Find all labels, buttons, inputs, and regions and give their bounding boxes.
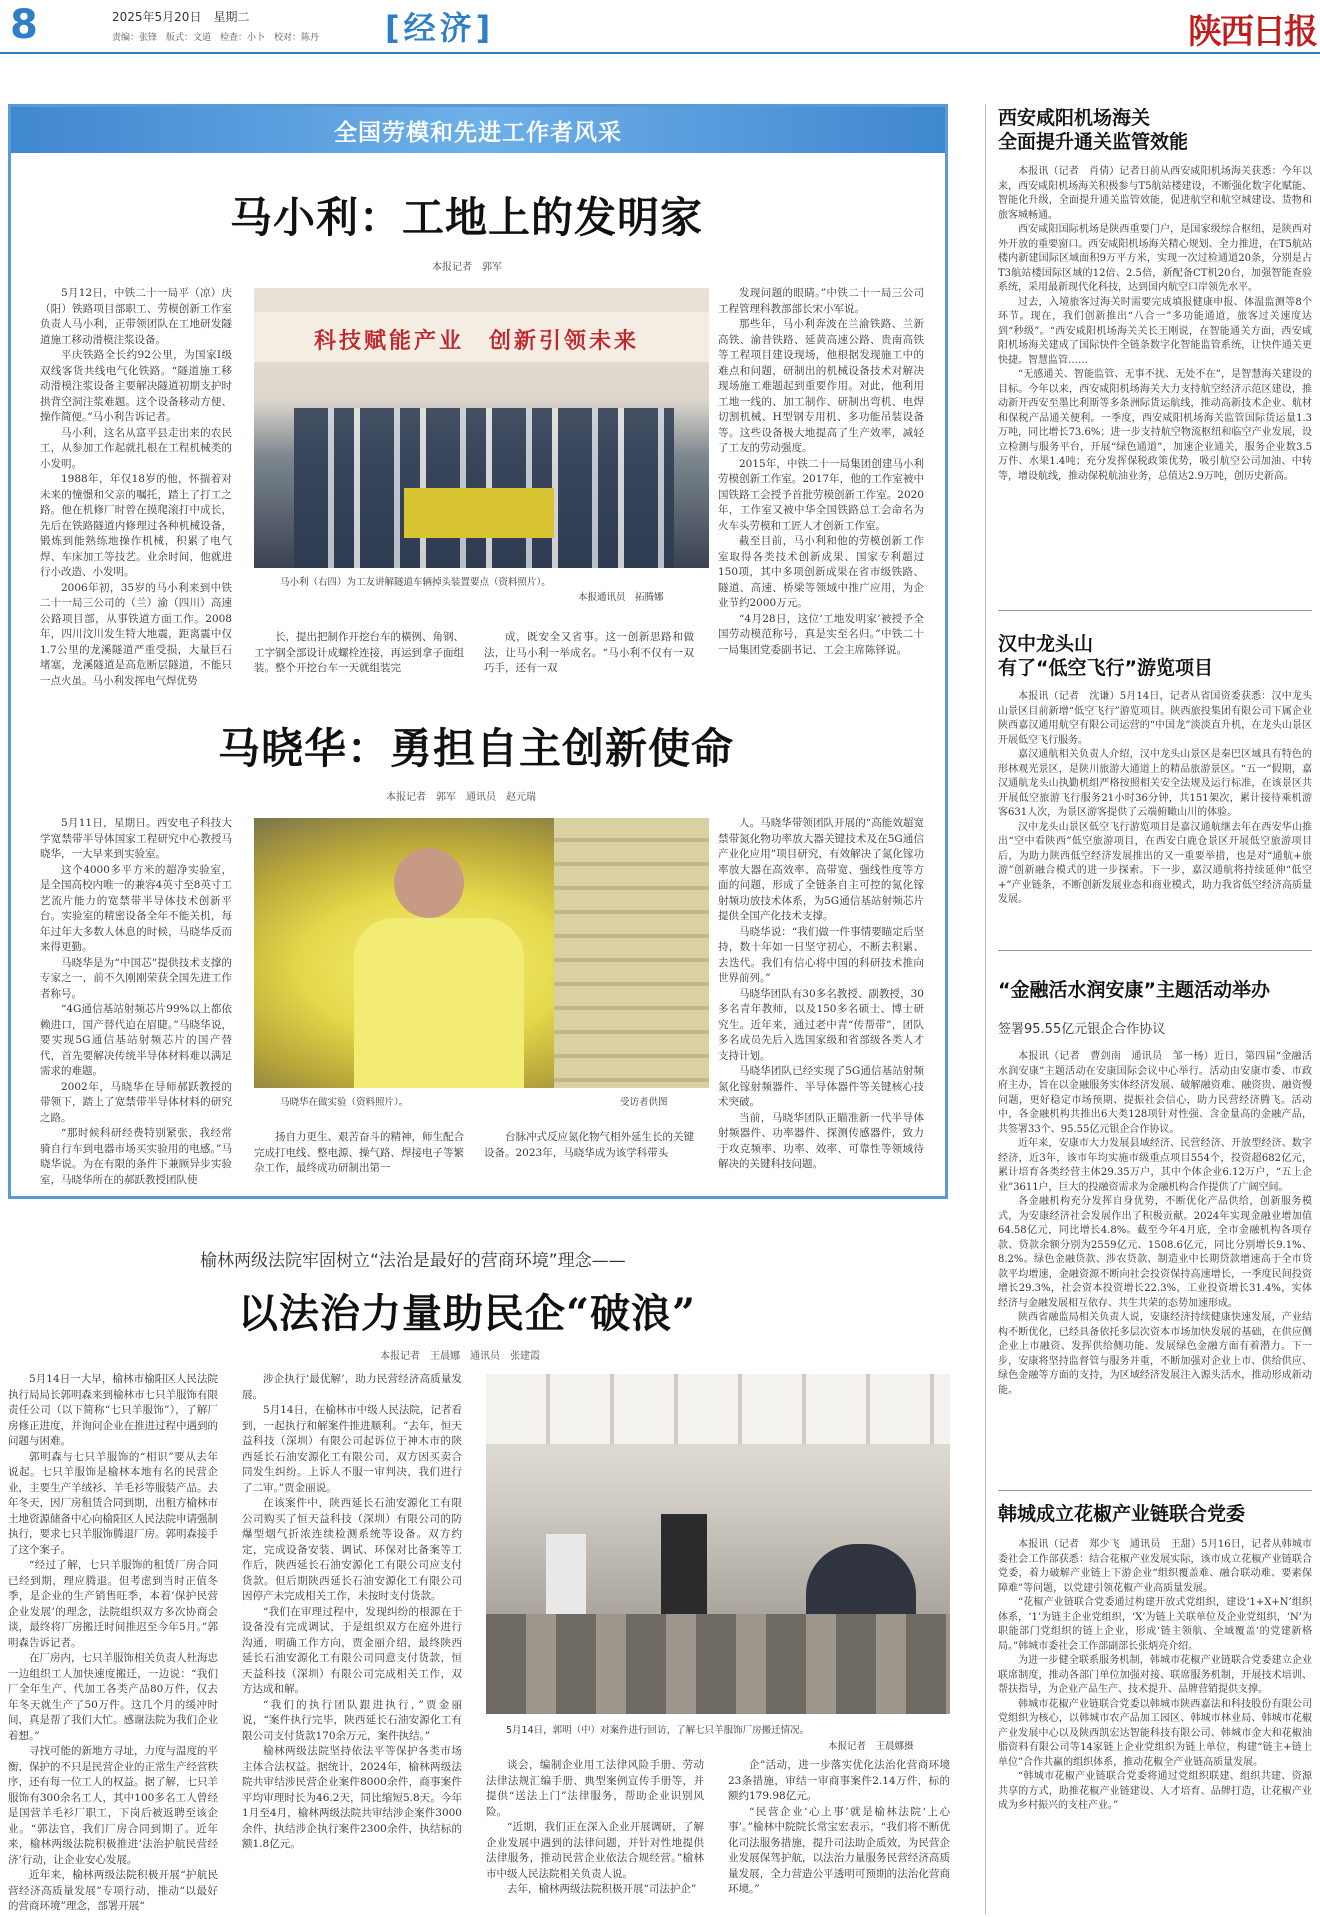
paragraph: 近年来，榆林两级法院积极开展“护航民营经济高质量发展”专项行动，推动“以最好的营商环境”理念，部署开展“ xyxy=(8,1869,218,1912)
paragraph: 涉企执行‘最优解’，助力民营经济高质量发展。 xyxy=(242,1373,462,1401)
paragraph: 5月14日一大早，榆林市榆阳区人民法院执行局局长郭明森来到榆林市七只羊服饰有限责任公司（以下简称“七只羊服饰”），了解厂房修正进度，并询问企业在推进过程中遇到的问题与困难。 xyxy=(8,1373,218,1447)
paragraph: 去年，榆林两级法院积极开展“司法护企” xyxy=(507,1883,697,1895)
paragraph: 郭明森与七只羊服饰的“相识”要从去年说起。七只羊服饰是榆林本地有名的民营企业，主要生产羊绒衫、羊毛衫等服装产品。去年冬天，因厂房租赁合同到期，出租方榆林市土地资源储备中心向榆阳区人民法院申请强制执行，要求七只羊服饰腾退厂房。郭明森接手了这个案子。 xyxy=(8,1450,218,1556)
paragraph: 人。马晓华带领团队开展的“高能效超宽禁带氮化物功率放大器关键技术及在5G通信产业化应用”项目研究，有效解决了氮化镓功率放大器在高效率、高带宽、强线性度等方面的问题，形成了全链条自主可控的氮化镓射频功放技术体系，为5G通信基站射频芯片提供全国产化技术支撑。 xyxy=(718,817,924,922)
paragraph: 扬自力更生、艰苦奋斗的精神，师生配合完成打电线、整电源、操气路、焊接电子等繁杂工作，最终成功研制出第一 xyxy=(254,1131,464,1174)
paragraph: “经过了解，七只羊服饰的租赁厂房合同已经到期，理应腾退。但考虑到当时正值冬季，是企业的生产销售旺季，本着‘保护民营企业发展’的理念，法院组织双方多次协商会谈，最终将厂房搬迁时间推迟至今年5月。”郭明森告诉记者。 xyxy=(8,1559,218,1649)
paragraph: 马晓华团队已经实现了5G通信基站射频氮化镓射频器件、半导体器件等关键核心技术突破。 xyxy=(718,1065,924,1108)
divider xyxy=(998,950,1312,951)
newspaper-logo: 陕西日报 xyxy=(1188,12,1316,52)
article1-photo-credit: 本报通讯员 拓腾娜 xyxy=(578,592,664,603)
paragraph: 长，提出把制作开挖台车的橫例、角钢、工字钢全部设计成螺栓连接，再运到拿子面组装。整个开挖台车一天就组装完 xyxy=(254,631,464,674)
feature-banner-title: 全国劳模和先进工作者风采 xyxy=(334,120,622,146)
paragraph: 台脉冲式反应氮化物气相外延生长的关键设备。2023年，马晓华成为该学科带头 xyxy=(484,1131,694,1159)
right-article4-headline: 韩城成立花椒产业链联合党委 xyxy=(998,1503,1246,1525)
article1-byline: 本报记者 郭军 xyxy=(432,262,502,273)
divider xyxy=(998,610,1312,611)
article3-col1 xyxy=(8,1372,218,1912)
right-article3-headline: “金融活水润安康”主题活动举办 xyxy=(998,979,1270,1001)
paragraph: “4G通信基站射频芯片99%以上都依赖进口，国产替代迫在眉睫。”马晓华说，要实现5G通信基站射频芯片的国产替代，首先要解决传统半导体材料难以满足需求的难题。 xyxy=(40,1003,232,1077)
paragraph: 发现问题的眼睛。”中铁二十一局三公司工程管理科教部部长宋小军说。 xyxy=(718,287,924,315)
paragraph: 本报讯（记者 肖倩）记者日前从西安咸阳机场海关获悉：今年以来，西安咸阳机场海关积极参与T5航站楼建设，不断强化数字化赋能、智能化升级，全面提升通关监管效能，促进航空和航空城建设、货物和旅客城畅通。 xyxy=(998,166,1312,221)
paragraph: 2015年，中铁二十一局集团创建马小利劳模创新工作室。2017年，他的工作室被中国铁路工会授予首批劳模创新工作室。2020年，工作室又被中华全国铁路总工会命名为火车头劳模和工匠人才创新工作室。 xyxy=(718,457,924,532)
lab-equipment xyxy=(554,818,709,1088)
article3-photo-credit: 本报记者 王晨娜摄 xyxy=(828,1741,914,1752)
article3-col4 xyxy=(728,1758,950,1913)
researcher-head xyxy=(394,848,464,918)
paragraph: “我们的执行团队跟进执行，”贾金丽说，“案件执行完毕，陕西延长石油安源化工有限公司支付货款170余万元，案件执结。” xyxy=(242,1698,462,1742)
right-article1-body xyxy=(998,165,1312,595)
article1-headline: 马小利：工地上的发明家 xyxy=(230,193,704,242)
article3-photo xyxy=(486,1374,950,1714)
article1-col3 xyxy=(484,630,694,678)
paragraph: 马晓华说：“我们做一件事情要瞄定后坚持，数十年如一日坚守初心，不断去积累、去迭代。我们有信心将中国的科研技术推向世界前列。” xyxy=(718,925,924,984)
paragraph: 平庆铁路全长约92公里，为国家Ⅰ级双线客货共线电气化铁路。“隧道施工移动滑模注浆设备主要解决隧道初期支护时拱背空洞注浆难题。这个设备移动方便、操作简便。”马小利告诉记者。 xyxy=(40,349,232,423)
paragraph: 在该案件中，陕西延长石油安源化工有限公司购买了恒天益科技（深圳）有限公司的防爆型烟气折浓连续检测系统等设备。双方约定，完成设备安装、调试、环保对比备案等工作后，陕西延长石油安源化工有限公司应支付货款。但后期陕西延长石油安源化工有限公司因停产未完成相关工作，未按时支付货款。 xyxy=(242,1497,462,1602)
paragraph: 5月12日，中铁二十一局平（凉）庆（阳）铁路项目部职工、劳模创新工作室负责人马小利，正带领团队在工地研发隧道施工移动滑模注浆设备。 xyxy=(40,287,232,346)
equipment-model xyxy=(404,488,554,538)
article2-photo xyxy=(254,818,709,1088)
paragraph: “那时候科研经费特别紧张，我经常骑自行车到电器市场买实验用的电感。”马晓华说。为在有限的条件下兼顾异步实验室，马晓华所在的郝跃教授团队使 xyxy=(40,1127,232,1186)
article1-photo xyxy=(254,288,709,568)
paragraph: 西安咸阳国际机场是陕西重要门户，是国家级综合枢纽，是陕西对外开放的重要窗口。西安咸阳机场海关精心规划、全力推进，在T5航站楼内新建国际区域面积9万平方米，实现一次过检通道20条，分别是占T3航站楼国际区域的12倍、2.5倍，新配备CT机20台，加强智能查验系统，采用最新现代化科技，达到国内航空口岸领先水平。 xyxy=(998,224,1312,293)
right-article4-body xyxy=(998,1538,1312,1913)
paragraph: “我们在审理过程中，发现纠纷的根源在于设备没有完成调试，于是组织双方在庭外进行沟通，明确工作方向，贾金丽介绍，最终陕西延长石油安源化工有限公司同意支付货款，恒天益科技（深圳）有限公司完成相关工作，双方达成和解。 xyxy=(242,1605,462,1695)
paragraph: 本报讯（记者 郑少飞 通讯员 王甜）5月16日，记者从韩城市委社会工作部获悉：结合花椒产业发展实际，该市成立花椒产业链联合党委，着力破解产业链上下游企业“组织覆盖难、融合联动难、要素保障难”等问题，以党建引领花椒产业高质量发展。 xyxy=(998,1539,1312,1594)
paragraph: 寻找可能的新地方寻址，力度与温度的平衡，保护的不只是民营企业的正常生产经营秩序，还有每一位工人的权益。据了解，七只羊服饰有300余名工人，其中100多名工人曾经是国营羊毛衫厂职工，下岗后被返聘至该企业。“郭法官，我们厂房合同到期了。近年来，榆林两级法院积极推进‘法治护航民营经济’行动，让企业安心发展。 xyxy=(8,1745,218,1866)
article2-col1 xyxy=(40,816,232,1186)
article2-headline: 马晓华：勇担自主创新使命 xyxy=(218,724,735,773)
section-title: [经济] xyxy=(385,9,495,47)
paragraph: 1988年，年仅18岁的他，怀揣着对未来的憧憬和父亲的嘱托，踏上了打工之路。他在机修厂时曾在摸爬滚打中成长，先后在铁路隧道内修理过各种机械设备，锻炼到能熟练地操作机械，积累了电气焊、车床加工等技艺。业余时间，他就进行小改造、小发明。 xyxy=(40,473,232,578)
article1-col4 xyxy=(718,286,924,678)
page-number: 8 xyxy=(10,2,38,48)
paragraph: 本报讯（记者 曹剑南 通讯员 邹一杨）近日，第四届“金融活水润安康”主题活动在安康国际会议中心举行。活动由安康市委、市政府主办，旨在以金融服务实体经济发展、破解融资难、融资贵、融资慢问题，更好稳定市场预期、提振社会信心，助力民营经济腾飞。活动中，各金融机构共推出6大类128项针对性强、含金量高的金融产品，共签署33个、95.55亿元银企合作协议。 xyxy=(998,1051,1312,1135)
photo-banner-text: 科技赋能产业 创新引领未来 xyxy=(314,329,640,354)
article3-headline: 以法治力量助民企“破浪” xyxy=(238,1290,697,1337)
article2-col2 xyxy=(254,1130,464,1178)
factory-floor xyxy=(486,1614,950,1714)
right-article2-body xyxy=(998,690,1312,940)
paragraph: 成，既安全又省事。这一创新思路和做法，让马小利一举成名。“马小利不仅有一双巧手，还有一双 xyxy=(484,631,694,674)
paragraph: “花椒产业链联合党委通过构建开放式党组织，建设‘1+X+N’组织体系，‘1’为链主企业党组织，‘X’为链上关联单位及企业党组织，‘N’为职能部门党组织的链上企业，形成‘链主领航、全域覆盖’的党建新格局。”韩城市委社会工作部副部长张炳亮介绍。 xyxy=(998,1597,1312,1652)
paragraph: 这个4000多平方米的超净实验室，是全国高校内唯一的兼容4英寸至8英寸工艺流片能力的宽禁带半导体技术创新平台。实验室的精密设备全年不能关机，每年过年大多数人休息的时候，马晓华反而来得更勤。 xyxy=(40,863,232,953)
paragraph: 截至目前，马小利和他的劳模创新工作室取得各类技术创新成果、国家专利超过150项，其中多项创新成果在省市级铁路、隧道、高速、桥梁等领域中推广应用，为企业节约2000万元。 xyxy=(718,535,924,609)
article1-col1 xyxy=(40,286,232,687)
right-article3-body xyxy=(998,1050,1312,1480)
article3-photo-caption: 5月14日，郭明（中）对案件进行回访，了解七只羊服饰厂房搬迁情况。 xyxy=(506,1725,810,1736)
paragraph: 陕西省融监局相关负责人说，安康经济持续健康快速发展，产业结构不断优化，已经具备依托多层次资本市场加快发展的基础，在供应侧企业上市融资、发挥供给侧功能、发展绿色金融方面有着潜力。下一步，安康将坚持监督管与服务并重，不断加强对企业上市、供给供应、绿色金融等方面的支持，为区域经济发展注入源头活水，推动形成新动能。 xyxy=(998,1312,1312,1396)
article3-col3 xyxy=(486,1758,704,1913)
paragraph: 嘉汉通航相关负责人介绍，汉中龙头山景区是秦巴区域具有特色的形林观光景区，是陕川旅游大通道上的精品旅游景区。“五一”假期，嘉汉通航龙头山执勤机组严格按照相关安全法规及运行标准，在该景区共开展低空旅游飞行服务21小时36分钟，共151架次，累计接待乘机游客631人次，为景区游客提供了云端俯瞰山川的体验。 xyxy=(998,749,1312,818)
paragraph: 近年来，安康市大力发展县域经济、民营经济、开放型经济、数字经济，近3年，该市年均实施市级重点项目554个，投资超682亿元，累计培育各类经营主体29.35万户，其中个体企业6.12万户，“五上企业”3611户，巨大的投融资需求为金融机构合作提供了广阔空间。 xyxy=(998,1138,1312,1193)
article1-photo-caption: 马小利（右四）为工友讲解隧道车辆掉头装置要点（资料照片）。 xyxy=(280,577,551,588)
paragraph: 5月11日，星期日。西安电子科技大学宽禁带半导体国家工程研究中心教授马晓华，一大早来到实验室。 xyxy=(40,817,232,860)
paragraph: 那些年，马小利奔波在兰渝铁路、兰新高铁、渝昔铁路、延黄高速公路、贵南高铁等工程项目建设现场，他根据发现施工中的难点和问题，研制出的机械设备技术对解决现场施工难题起到重要作用。对此，他利用工地一线的、加工制作、研制出弯机、电焊切割机械、H型钢专用机、多功能吊装设备等。这些设备极大地提高了生产效率，减轻了工友的劳动强度。 xyxy=(718,318,924,454)
issue-date: 2025年5月20日 星期二 xyxy=(112,10,250,24)
article3-byline: 本报记者 王晨娜 通讯员 张建霞 xyxy=(380,1351,540,1362)
paragraph: 各金融机构充分发挥自身优势，不断优化产品供给，创新服务模式，为安康经济社会发展作出了积极贡献。2024年实现金融业增加值64.58亿元，同比增长4.8%。截至今年4月底，全市金融机构各项存款、贷款余额分别为2559亿元、1508.6亿元，同比分别增长9.1%、8.2%。绿色金融贷款、涉农贷款、制造业中长期贷款增速高于全市贷款平均增速，金融资源不断向社会投资保持高速增长，一季度民间投资增长29.3%，社会资本投资增长22.3%，工业投资增长31.4%，实体经济与金融发展相互依存、共生共荣的态势加速形成。 xyxy=(998,1196,1312,1309)
paragraph: “民营企业‘心上事’就是榆林法院‘上心事’。”榆林中院院长常宝宏表示，“我们将不断优化司法服务措施，提升司法助企质效，为民营企业发展保驾护航，以法治力量服务民营经济高质量发展，全力营造公平透明可预期的法治化营商环境。” xyxy=(728,1805,950,1895)
paragraph: 在厂房内，七只羊服饰相关负责人杜海忠一边组织工人加快速度搬迁，一边说：“我们厂全年生产、代加工各类产品80万件，仅去年冬天就生产了50万件。这几个月的缓冲时间，真是帮了我们大忙。感谢法院为我们企业着想。” xyxy=(8,1652,218,1742)
staff-credits: 责编：张锋 版式：文道 检查：小卜 校对：陈丹 xyxy=(112,33,320,43)
paragraph: 当前，马晓华团队正瞄准新一代半导体射频器件、功率器件、探测传感器件，致力于攻克频率、功率、效率、可靠性等领域待解决的关键科技问题。 xyxy=(718,1111,924,1170)
paragraph: 马晓华是为“中国芯”提供技术支撑的专家之一，前不久刚刚荣获全国先进工作者称号。 xyxy=(40,956,232,1000)
article1-col2 xyxy=(254,630,464,678)
right-article2-headline: 汉中龙头山 有了“低空飞行”游览项目 xyxy=(998,633,1213,679)
paragraph: 马小利，这名从富平县走出来的农民工，从参加工作起就扎根在工程机械类的小发明。 xyxy=(40,426,232,470)
article2-photo-credit: 受访者供图 xyxy=(620,1097,668,1108)
divider xyxy=(998,1490,1312,1491)
article2-col3 xyxy=(484,1130,694,1178)
paragraph: 企”活动，进一步落实优化法治化营商环境23条措施，审结一审商事案件2.14万件，标的额约179.98亿元。 xyxy=(728,1759,950,1802)
paragraph: “无感通关、智能监管、无事不扰、无处不在”，是智慧海关建设的目标。今年以来，西安咸阳机场海关大力支持航空经济示范区建设，推动新开西安至墨比利斯等多条洲际货运航线，推动高新技术企业、航材和保税产品通关便利。一季度，西安咸阳机场海关监管国际货运量1.3万吨，同比增长73.6%；进一步支持航空物流枢纽和临空产业发展，设立检测与服务平台，开展“绿色通道”，加速企业通关，服务企业数3.5万件、水果1.4吨；充分发挥保税政策优势，吸引航空公司加油、中转等，增设航线，推动保税航油业务，总值达2.9万吨，创历史新高。 xyxy=(998,369,1312,482)
right-article3-subhead: 签署95.55亿元银企合作协议 xyxy=(998,1022,1166,1037)
paragraph: 谈会，编制企业用工法律风险手册、劳动法律法规汇编手册、典型案例宣传手册等，并提供“送法上门”法律服务，帮助企业识别风险。 xyxy=(486,1759,704,1818)
paragraph: 2002年，马晓华在导师郝跃教授的带领下，踏上了宽禁带半导体材料的研究之路。 xyxy=(40,1080,232,1124)
paragraph: “4月28日，这位‘工地发明家’被授予全国劳动模范称号，真是实至名归。”中铁二十一局集团党委副书记、工会主席陈铎说。 xyxy=(718,612,924,656)
paragraph: 马晓华团队有30多名教授、副教授，30多名青年教师，以及150多名硕士、博士研究生。近年来，通过老中青“传帮带”，团队多名成员先后入选国家级和省部级各类人才支持计划。 xyxy=(718,987,924,1062)
article2-byline: 本报记者 郭军 通讯员 赵元瑞 xyxy=(386,792,536,803)
paragraph: 本报讯（记者 沈谦）5月14日，记者从省国资委获悉：汉中龙头山景区目前新增“低空飞行”游览项目。陕西旅投集团有限公司下属企业陕西嘉汉通用航空有限公司运营的“中国龙”淡淡直升机，在龙头山景区开展低空飞行服务。 xyxy=(998,691,1312,746)
paragraph: 2006年初，35岁的马小利来到中铁二十一局三公司的（兰）渝（四川）高速公路项目部，从事铁道方面工作。2008年，四川汶川发生特大地震，距离震中仅1.7公里的龙溪隧道严重受损，大量巨石堵塞，龙溪隧道是高危断层隧道，不能只一点火虽。马小利发挥电气焊优势 xyxy=(40,581,232,687)
paragraph: 韩城市花椒产业链联合党委以韩城市陕西嘉法和科技股份有限公司党组织为核心，以韩城市农产品加工园区、韩城市林业局、韩城市花椒产业发展中心以及陕西凯宏达智能科技有限公司、韩城市金大和花椒油脂资料有限公司等14家链上企业党组织为链上单位，构建“链主+链上单位”合作共赢的组织体系，推动花椒全产业链高质量发展。 xyxy=(998,1698,1312,1768)
factory-ceiling xyxy=(486,1374,950,1444)
researcher-body xyxy=(354,918,524,1088)
paragraph: “近期，我们正在深入企业开展调研，了解企业发展中遇到的法律问题，并针对性地提供法律服务，推动民营企业依法合规经营。”榆林市中级人民法院相关负责人说。 xyxy=(486,1821,704,1880)
article3-col2 xyxy=(242,1372,462,1912)
article3-kicker: 榆林两级法院牢固树立“法治是最好的营商环境”理念—— xyxy=(200,1251,626,1271)
paragraph: 汉中龙头山景区低空飞行游览项目是嘉汉通航继去年在西安华山推出“空中看陕西”低空旅游项目，在西安白鹿仓景区开展低空旅游项目后，为助力陕西低空经济发展推出的又一重要举措，也是对“通航+旅游”创新融合模式的进一步探索。下一步，嘉汉通航将持续延伸“低空+”产业链条，不断创新发展业态和商业模式，助力我省低空经济高质量发展。 xyxy=(998,821,1312,905)
article2-col4 xyxy=(718,816,924,1174)
paragraph: 榆林两级法院坚持依法平等保护各类市场主体合法权益。据统计，2024年，榆林两级法院共审结涉民营企业案件8000余件，商事案件平均审理时长为46.2天，同比缩短5.8天。今年1月至4月，榆林两级法院共审结涉企案件3000余件，执结涉企执行案件2300余件，执结标的额1.8亿元。 xyxy=(242,1745,462,1850)
column-divider xyxy=(985,104,986,1914)
paragraph: 过去，入境旅客过海关时需要完成填报健康申报、体温监测等8个环节。现在，我们创新推出“八合一”多功能通道，旅客过关速度达到“秒级”。“西安咸阳机场海关关长王刚说，在智能通关方面，西安咸阳机场海关建成了国际快件全链条数字化智能监管系统，让快件通关更快捷。智慧监管…… xyxy=(998,296,1312,366)
paragraph: “韩城市花椒产业链联合党委将通过党组织联建、组织共建、资源共享的方式，助推花椒产业链建设、人才培育、品牌打造，让花椒产业成为乡村振兴的支柱产业。” xyxy=(998,1771,1312,1811)
paragraph: 为进一步健全联系服务机制，韩城市花椒产业链联合党委建立企业联席制度，推动各部门单位加强对接、联席服务机制，开展技术培训、帮扶指导，为企业产品生产、技术提升、品牌营销提供支撑。 xyxy=(998,1655,1312,1695)
article2-photo-caption: 马晓华在做实验（资料照片）。 xyxy=(280,1097,409,1108)
paragraph: 5月14日，在榆林市中级人民法院，记者看到，一起执行和解案件推进顺利。“去年，恒天益科技（深圳）有限公司起诉位于神木市的陕西延长石油安源化工有限公司，双方因买卖合同发生纠纷。上诉人不服一审判决，我们进行了二审。”贾金丽说。 xyxy=(242,1404,462,1494)
right-article1-headline: 西安咸阳机场海关 全面提升通关监管效能 xyxy=(998,107,1189,153)
